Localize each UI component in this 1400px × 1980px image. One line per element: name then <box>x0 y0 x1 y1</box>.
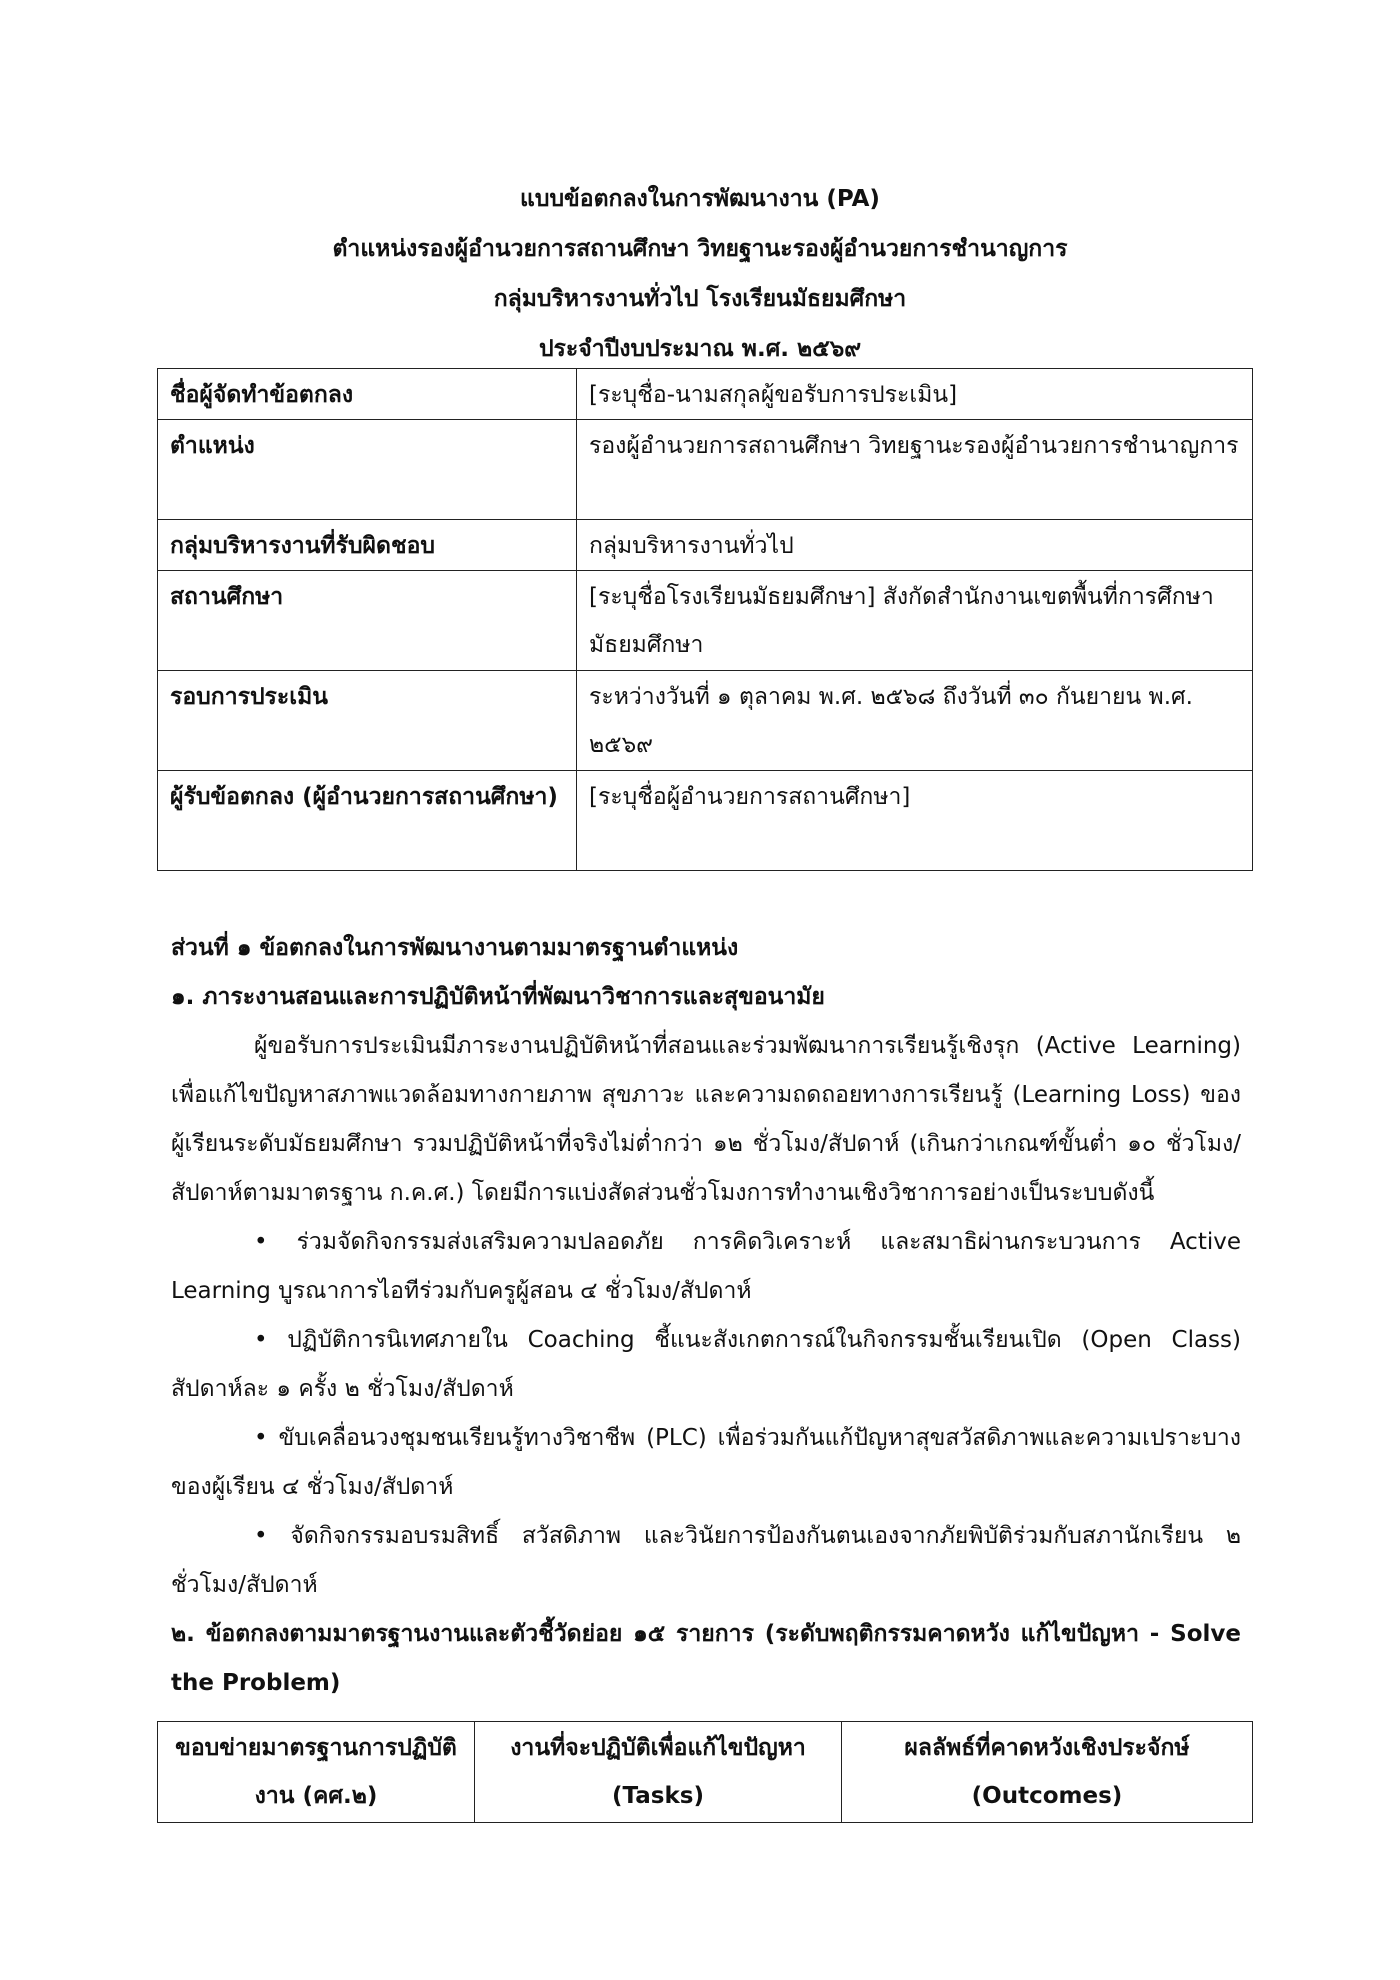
title-line-2: ตำแหน่งรองผู้อำนวยการสถานศึกษา วิทยฐานะรองผู้อำนวยการชำนาญการ <box>332 236 1068 262</box>
row-label: ผู้รับข้อตกลง (ผู้อำนวยการสถานศึกษา) <box>158 771 577 871</box>
row-label: กลุ่มบริหารงานที่รับผิดชอบ <box>158 520 577 571</box>
column-header-tasks: งานที่จะปฏิบัติเพื่อแก้ไขปัญหา (Tasks) <box>475 1722 842 1823</box>
outcomes-table <box>157 1721 1253 1823</box>
bullet-item: • ปฏิบัติการนิเทศภายใน Coaching ชี้แนะสังเกตการณ์ในกิจกรรมชั้นเรียนเปิด (Open Class) สัปดาห์ละ ๑ ครั้ง ๒ ชั่วโมง/สัปดาห์ <box>171 1327 1241 1402</box>
table-row <box>158 671 1253 771</box>
part1-heading: ส่วนที่ ๑ ข้อตกลงในการพัฒนางานตามมาตรฐานตำแหน่ง <box>171 935 739 961</box>
document-title-block <box>0 174 1400 374</box>
row-value: ระหว่างวันที่ ๑ ตุลาคม พ.ศ. ๒๕๖๘ ถึงวันที่ ๓๐ กันยายน พ.ศ. ๒๕๖๙ <box>577 671 1253 771</box>
title-line-3: กลุ่มบริหารงานทั่วไป โรงเรียนมัธยมศึกษา <box>493 286 907 312</box>
table-row <box>158 520 1253 571</box>
row-value: รองผู้อำนวยการสถานศึกษา วิทยฐานะรองผู้อำนวยการชำนาญการ <box>577 420 1253 520</box>
table-row <box>158 369 1253 420</box>
row-label: ตำแหน่ง <box>158 420 577 520</box>
row-value: [ระบุชื่อผู้อำนวยการสถานศึกษา] <box>577 771 1253 871</box>
table-row <box>158 571 1253 671</box>
column-header-standards: ขอบข่ายมาตรฐานการปฏิบัติงาน (คศ.๒) <box>158 1722 475 1823</box>
bullet-item: • จัดกิจกรรมอบรมสิทธิ์ สวัสดิภาพ และวินัยการป้องกันตนเองจากภัยพิบัติร่วมกับสภานักเรียน ๒ ชั่วโมง/สัปดาห์ <box>171 1523 1241 1598</box>
row-label: ชื่อผู้จัดทำข้อตกลง <box>158 369 577 420</box>
row-label: สถานศึกษา <box>158 571 577 671</box>
row-value: กลุ่มบริหารงานทั่วไป <box>577 520 1253 571</box>
bullet-item: • ร่วมจัดกิจกรรมส่งเสริมความปลอดภัย การคิดวิเคราะห์ และสมาธิผ่านกระบวนการ Active Learning บูรณาการไอทีร่วมกับครูผู้สอน ๔ ชั่วโมง/สัปดาห์ <box>171 1229 1241 1304</box>
title-line-4: ประจำปีงบประมาณ พ.ศ. ๒๕๖๙ <box>538 336 862 362</box>
row-value: [ระบุชื่อ-นามสกุลผู้ขอรับการประเมิน] <box>577 369 1253 420</box>
bullet-item: • ขับเคลื่อนวงชุมชนเรียนรู้ทางวิชาชีพ (PLC) เพื่อร่วมกันแก้ปัญหาสุขสวัสดิภาพและความเปราะบางของผู้เรียน ๔ ชั่วโมง/สัปดาห์ <box>171 1425 1241 1500</box>
table-row <box>158 771 1253 871</box>
row-value: [ระบุชื่อโรงเรียนมัธยมศึกษา] สังกัดสำนักงานเขตพื้นที่การศึกษามัธยมศึกษา <box>577 571 1253 671</box>
part1-section <box>171 924 1241 1708</box>
table-header-row <box>158 1722 1253 1823</box>
info-table <box>157 368 1253 871</box>
part1-subheading-2: ๒. ข้อตกลงตามมาตรฐานงานและตัวชี้วัดย่อย ๑๕ รายการ (ระดับพฤติกรรมคาดหวัง แก้ไขปัญหา - Solve the Problem) <box>171 1621 1241 1696</box>
table-row <box>158 420 1253 520</box>
part1-intro-paragraph: ผู้ขอรับการประเมินมีภาระงานปฏิบัติหน้าที่สอนและร่วมพัฒนาการเรียนรู้เชิงรุก (Active Learning) เพื่อแก้ไขปัญหาสภาพแวดล้อมทางกายภาพ สุขภาวะ และความถดถอยทางการเรียนรู้ (Learning Loss) ของผู้เรียนระดับมัธยมศึกษา รวมปฏิบัติหน้าที่จริงไม่ต่ำกว่า ๑๒ ชั่วโมง/สัปดาห์ (เกินกว่าเกณฑ์ขั้นต่ำ ๑๐ ชั่วโมง/สัปดาห์ตามมาตรฐาน ก.ค.ศ.) โดยมีการแบ่งสัดส่วนชั่วโมงการทำงานเชิงวิชาการอย่างเป็นระบบดังนี้ <box>171 1033 1241 1206</box>
row-label: รอบการประเมิน <box>158 671 577 771</box>
column-header-outcomes: ผลลัพธ์ที่คาดหวังเชิงประจักษ์ (Outcomes) <box>842 1722 1253 1823</box>
title-line-1: แบบข้อตกลงในการพัฒนางาน (PA) <box>520 186 880 212</box>
part1-subheading-1: ๑. ภาระงานสอนและการปฏิบัติหน้าที่พัฒนาวิชาการและสุขอนามัย <box>171 984 825 1010</box>
